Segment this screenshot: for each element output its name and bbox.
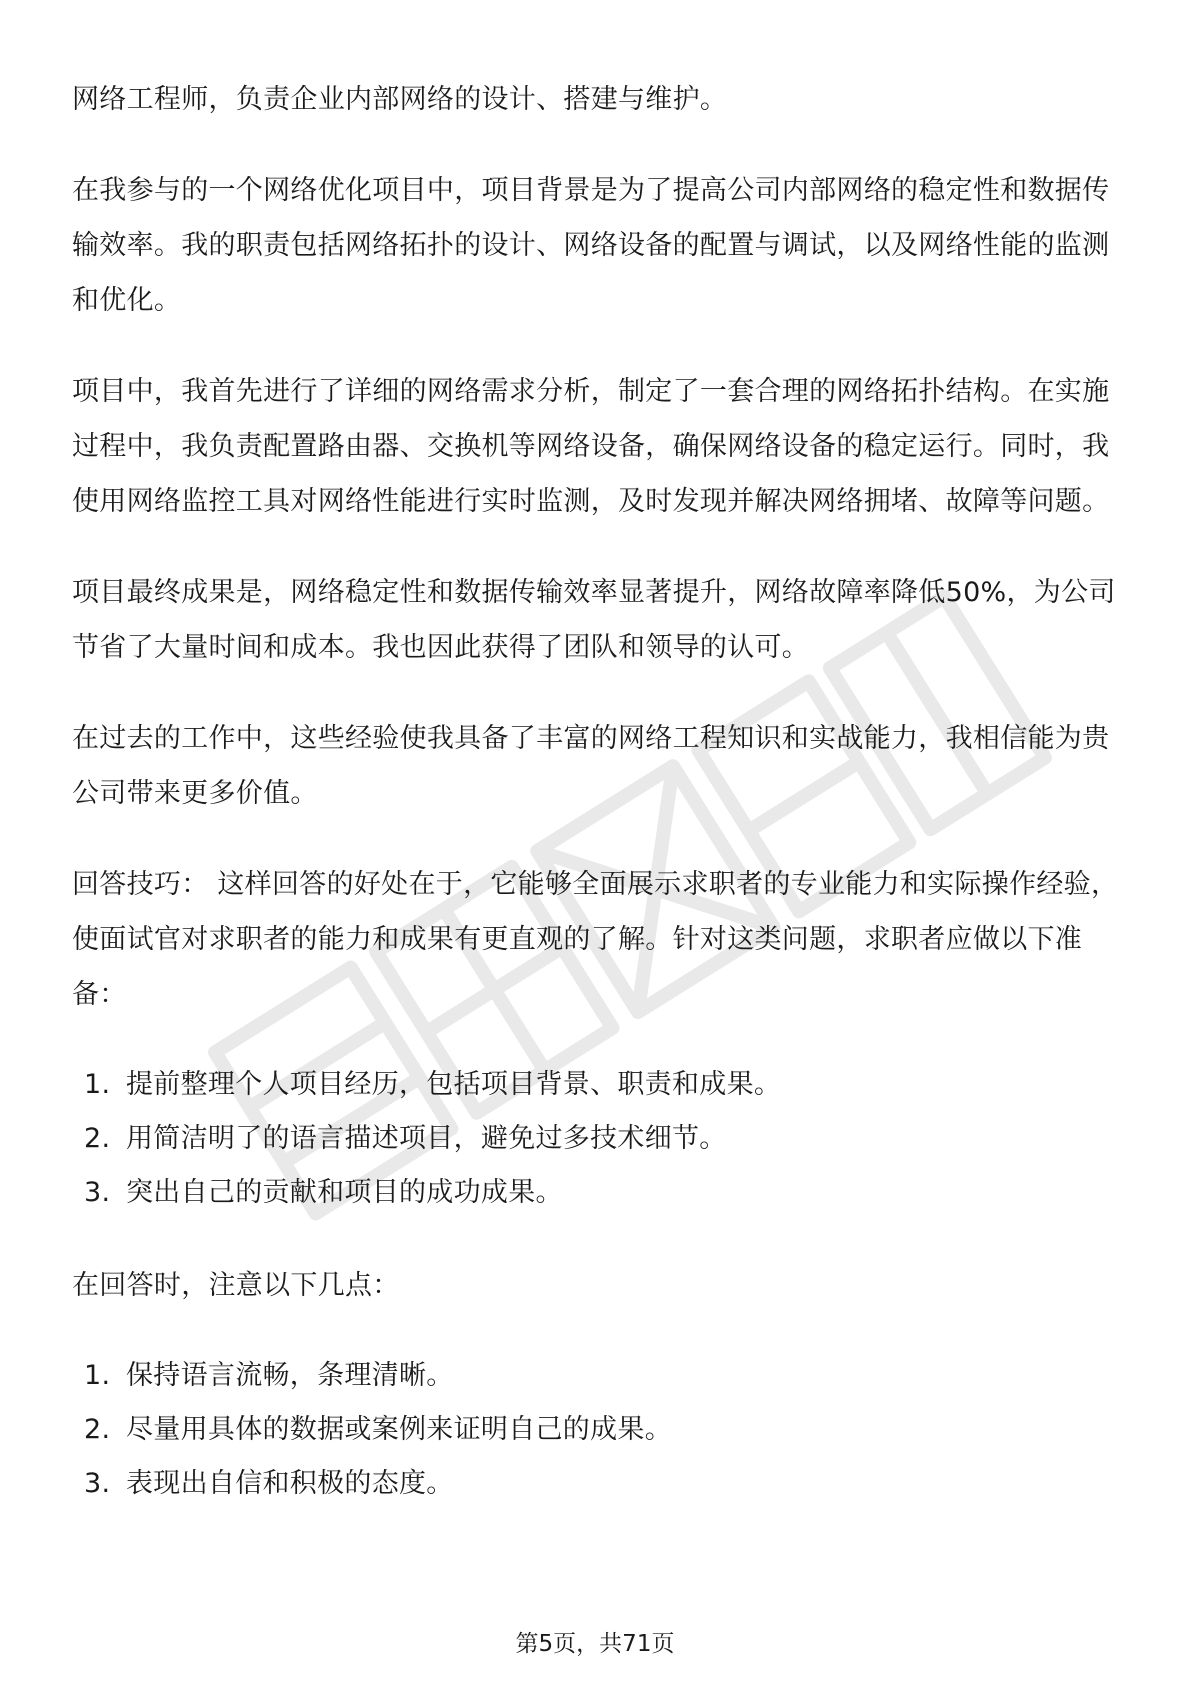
list-text: 表现出自信和积极的态度。 — [126, 1468, 454, 1499]
list-item — [72, 1403, 1122, 1457]
list-number: 2. — [84, 1123, 111, 1154]
page-content — [72, 72, 1122, 1549]
list-number: 2. — [84, 1414, 111, 1445]
paragraph: 网络工程师，负责企业内部网络的设计、搭建与维护。 — [72, 84, 728, 115]
list-number: 3. — [84, 1177, 111, 1208]
list-item — [72, 1058, 1122, 1112]
list-text: 保持语言流畅，条理清晰。 — [126, 1360, 454, 1391]
list-text: 突出自己的贡献和项目的成功成果。 — [126, 1177, 563, 1208]
preparation-list — [72, 1058, 1122, 1220]
paragraph: 在回答时，注意以下几点： — [72, 1270, 400, 1301]
paragraph: 回答技巧： 这样回答的好处在于，它能够全面展示求职者的专业能力和实际操作经验，使面试官对求职者的能力和成果有更直观的了解。针对这类问题，求职者应做以下准备： — [72, 869, 1119, 1010]
page-footer: 第5页，共71页 — [515, 1631, 675, 1657]
list-text: 尽量用具体的数据或案例来证明自己的成果。 — [126, 1414, 672, 1445]
paragraph: 在我参与的一个网络优化项目中，项目背景是为了提高公司内部网络的稳定性和数据传输效率。我的职责包括网络拓扑的设计、网络设备的配置与调试，以及网络性能的监测和优化。 — [72, 175, 1110, 316]
paragraph: 项目中，我首先进行了详细的网络需求分析，制定了一套合理的网络拓扑结构。在实施过程中，我负责配置路由器、交换机等网络设备，确保网络设备的稳定运行。同时，我使用网络监控工具对网络性能进行实时监测，及时发现并解决网络拥堵、故障等问题。 — [72, 376, 1110, 517]
list-item — [72, 1112, 1122, 1166]
notes-list — [72, 1349, 1122, 1511]
paragraph: 项目最终成果是，网络稳定性和数据传输效率显著提升，网络故障率降低50%，为公司节省了大量时间和成本。我也因此获得了团队和领导的认可。 — [72, 577, 1116, 663]
list-number: 3. — [84, 1468, 111, 1499]
list-item — [72, 1166, 1122, 1220]
list-text: 用简洁明了的语言描述项目，避免过多技术细节。 — [126, 1123, 727, 1154]
list-item — [72, 1349, 1122, 1403]
list-item — [72, 1457, 1122, 1511]
paragraph: 在过去的工作中，这些经验使我具备了丰富的网络工程知识和实战能力，我相信能为贵公司带来更多价值。 — [72, 723, 1110, 809]
list-text: 提前整理个人项目经历，包括项目背景、职责和成果。 — [126, 1069, 782, 1100]
list-number: 1. — [84, 1360, 111, 1391]
list-number: 1. — [84, 1069, 111, 1100]
